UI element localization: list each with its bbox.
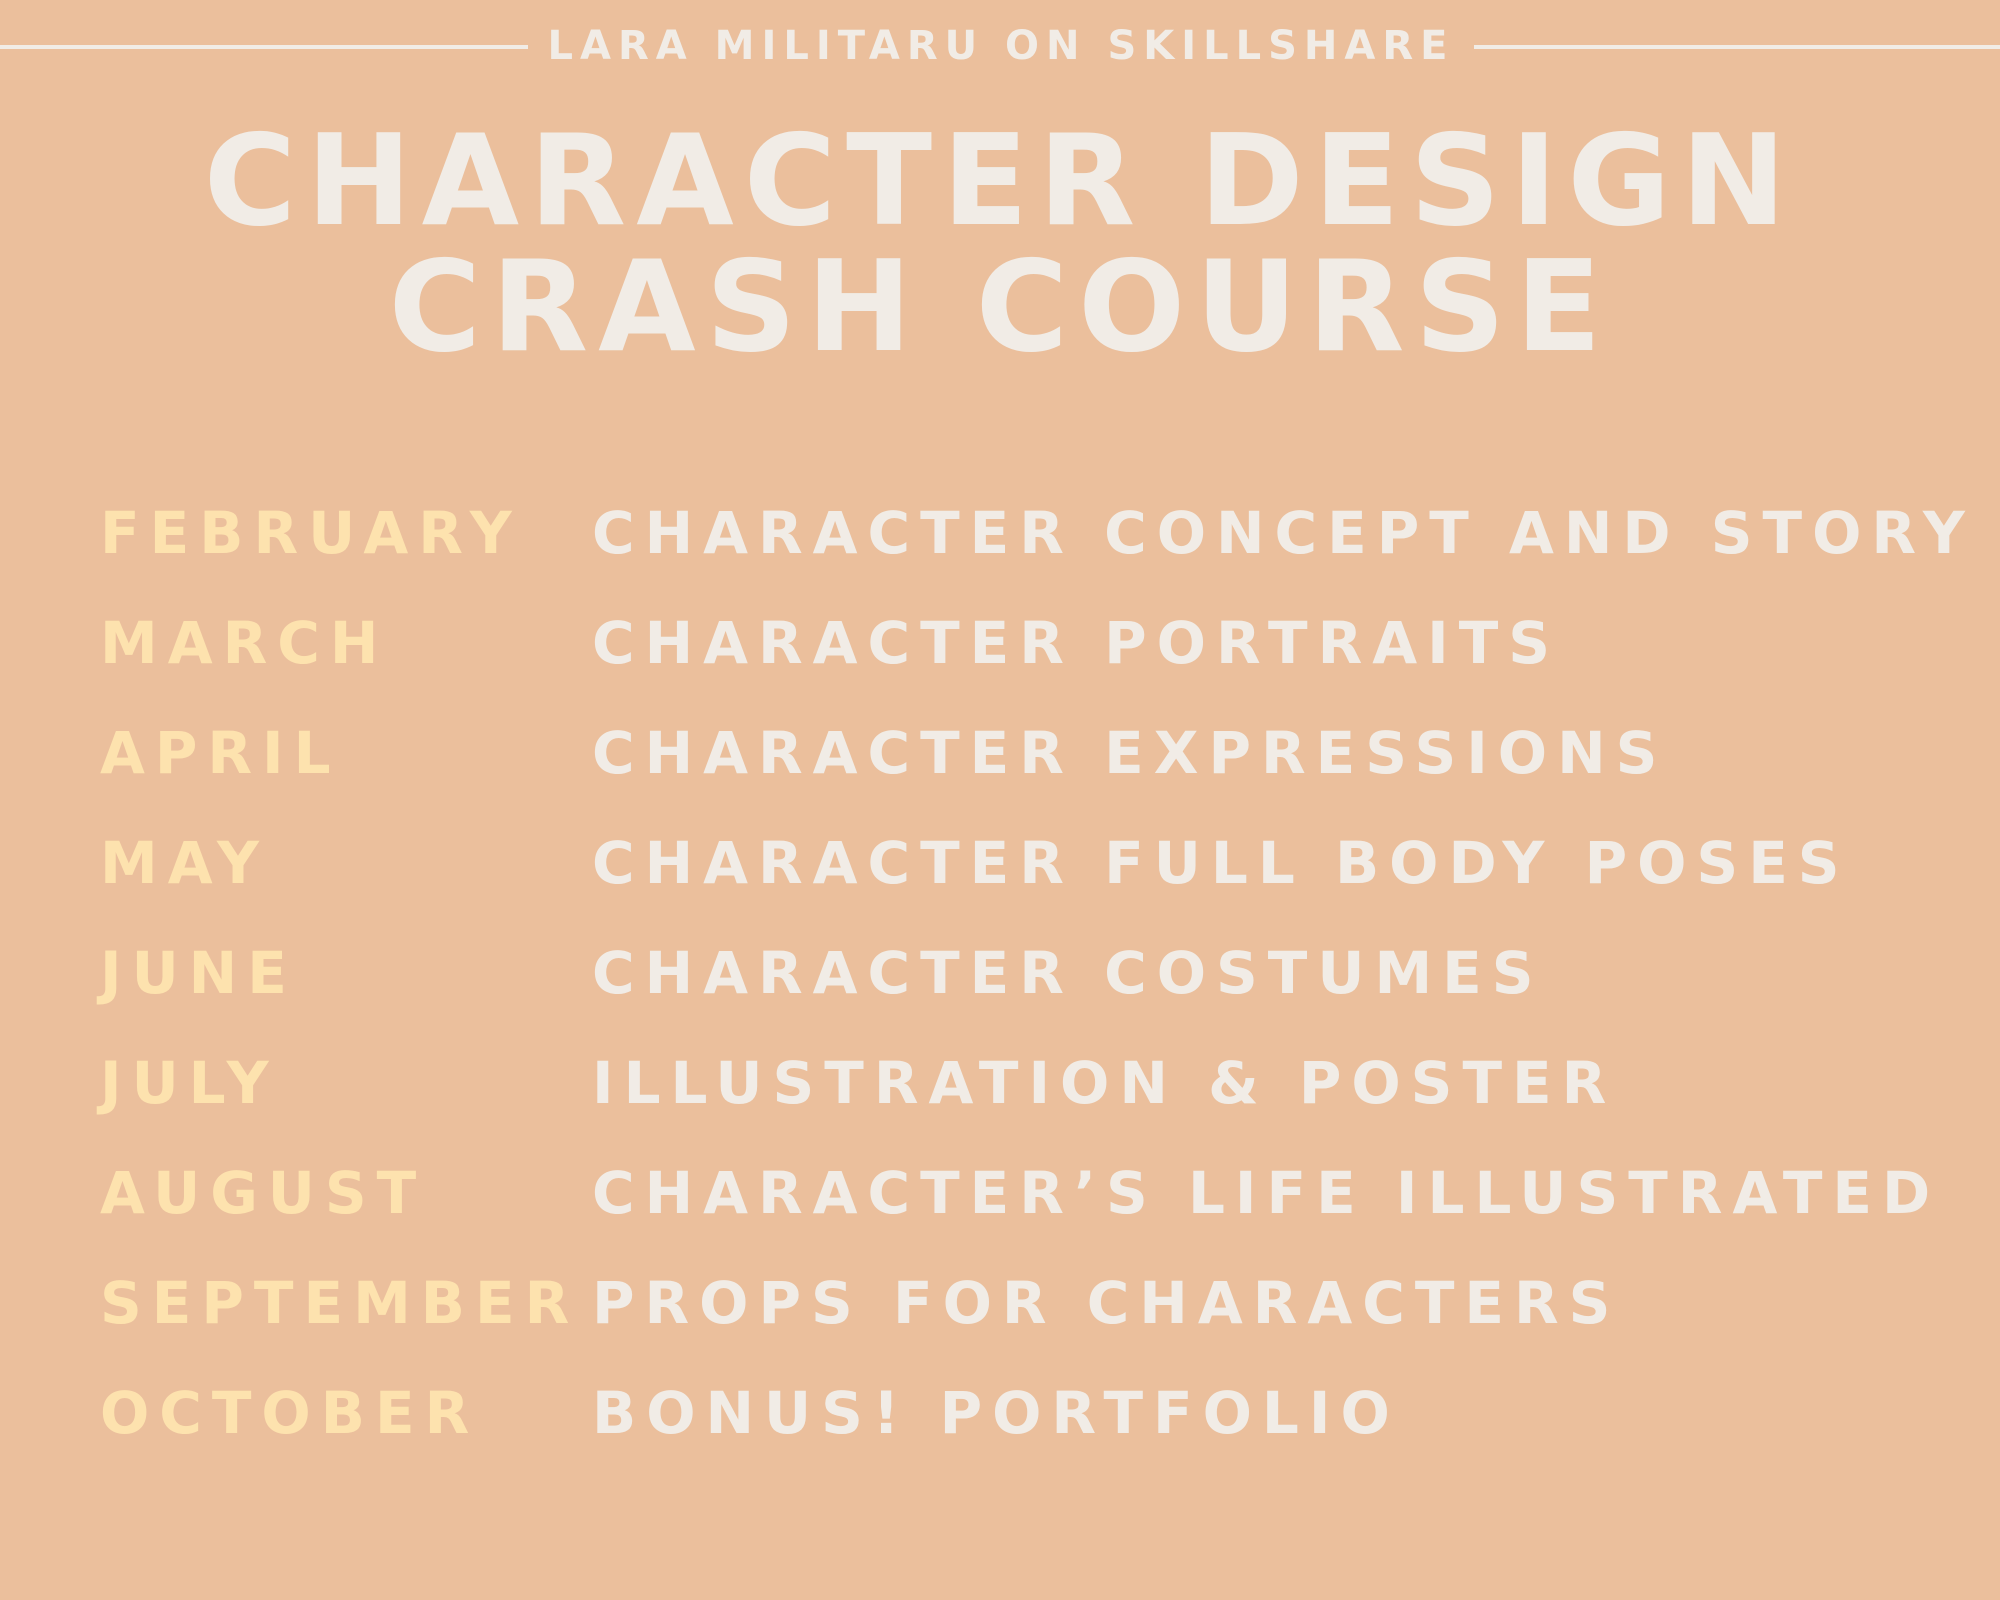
schedule-list	[100, 478, 1980, 1468]
topic-label: BONUS! PORTFOLIO	[592, 1379, 1400, 1447]
month-label: MAY	[100, 829, 270, 897]
month-label: AUGUST	[100, 1159, 427, 1227]
byline: LARA MILITARU ON SKILLSHARE	[547, 23, 1455, 69]
topic-label: CHARACTER EXPRESSIONS	[592, 719, 1668, 787]
topic-label: CHARACTER FULL BODY POSES	[592, 829, 1850, 897]
topic-label: ILLUSTRATION & POSTER	[592, 1049, 1617, 1117]
header	[0, 0, 2000, 96]
month-label: JULY	[100, 1049, 279, 1117]
topic-label: CHARACTER CONCEPT AND STORY	[592, 499, 1975, 567]
page-title	[0, 107, 2000, 380]
topic-label: PROPS FOR CHARACTERS	[592, 1269, 1621, 1337]
schedule-row	[100, 588, 1980, 698]
month-label: MARCH	[100, 609, 389, 677]
month-label: APRIL	[100, 719, 341, 787]
month-label: OCTOBER	[100, 1379, 480, 1447]
schedule-row	[100, 1248, 1980, 1358]
schedule-row	[100, 918, 1980, 1028]
header-rule-right	[1474, 45, 2000, 49]
header-rule-left	[0, 45, 528, 49]
schedule-row	[100, 698, 1980, 808]
topic-label: CHARACTER PORTRAITS	[592, 609, 1561, 677]
schedule-row	[100, 1028, 1980, 1138]
month-label: JUNE	[100, 939, 297, 1007]
schedule-row	[100, 1358, 1980, 1468]
schedule-row	[100, 478, 1980, 588]
month-label: SEPTEMBER	[100, 1269, 580, 1337]
topic-label: CHARACTER’S LIFE ILLUSTRATED	[592, 1159, 1941, 1227]
title-line-2: CRASH COURSE	[388, 233, 1612, 380]
schedule-row	[100, 1138, 1980, 1248]
title-line-1: CHARACTER DESIGN	[203, 107, 1797, 254]
month-label: FEBRUARY	[100, 499, 522, 567]
topic-label: CHARACTER COSTUMES	[592, 939, 1544, 1007]
schedule-row	[100, 808, 1980, 918]
